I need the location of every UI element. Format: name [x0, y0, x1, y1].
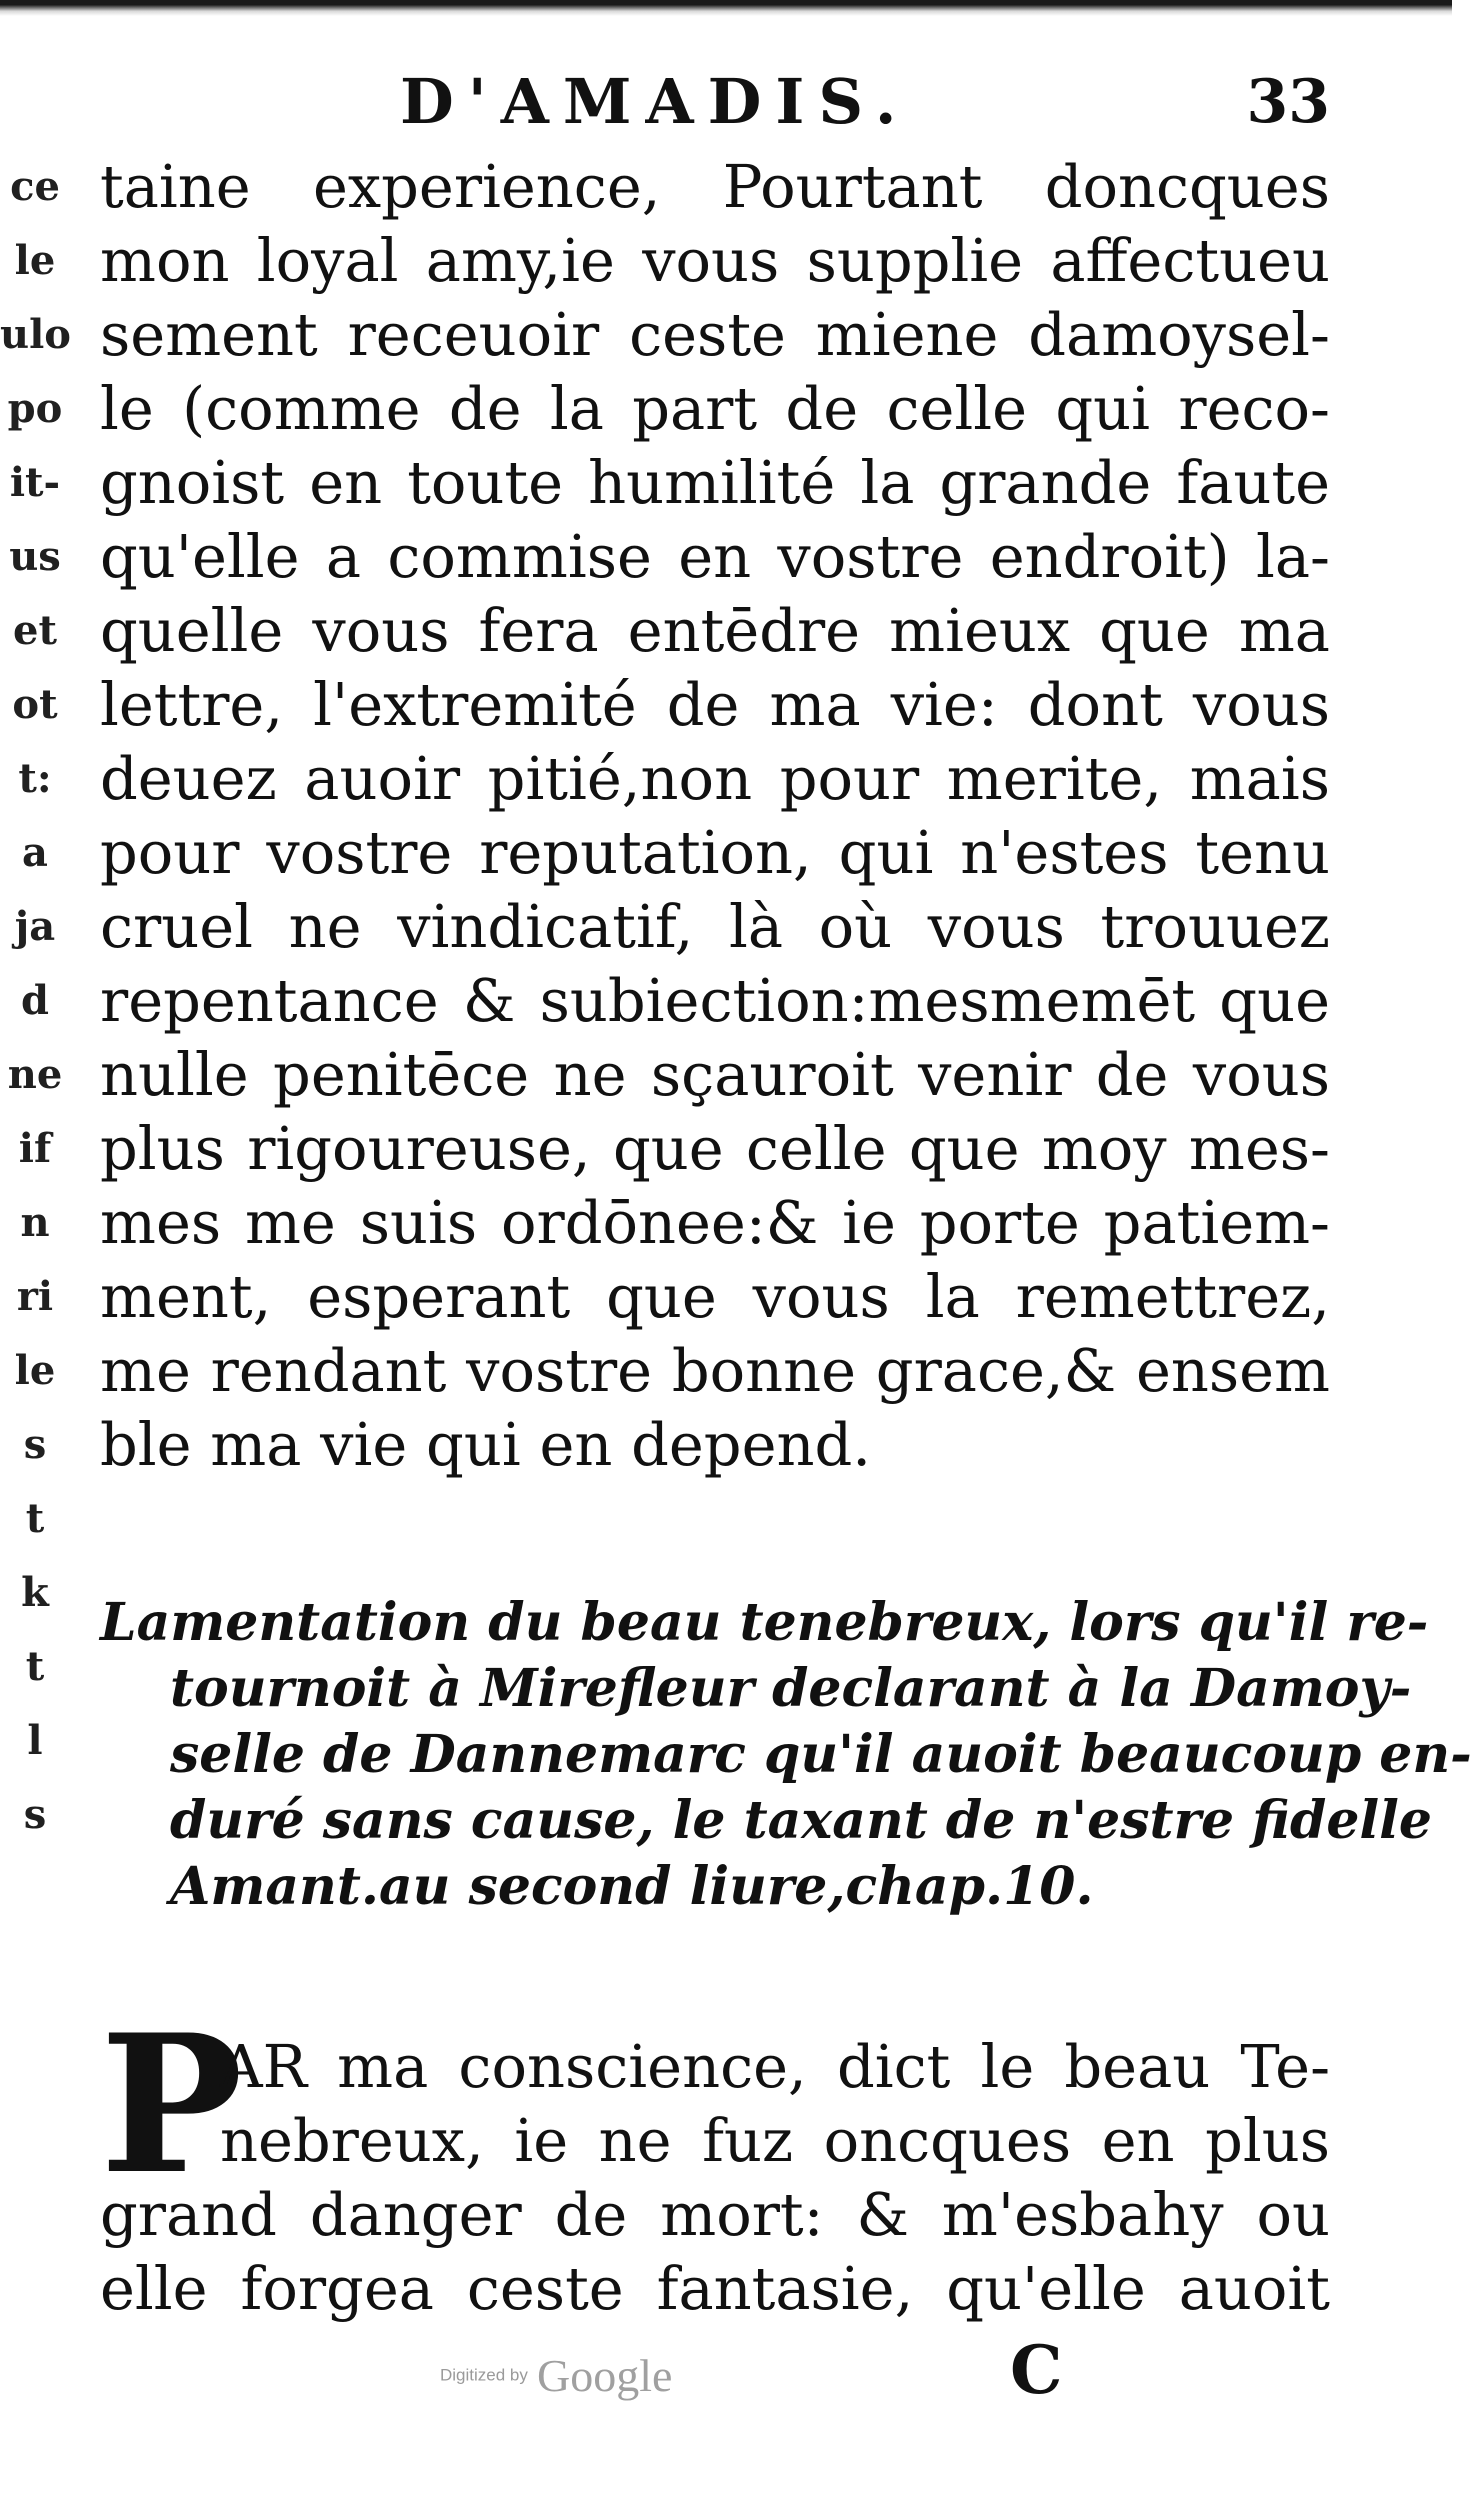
- section-heading-line: duré sans cause, le taxant de n'estre fidelle: [170, 1790, 1432, 1851]
- margin-fragment: d: [21, 977, 49, 1024]
- body-line: pour vostre reputation, qui n'estes tenu: [100, 818, 1330, 887]
- body-line: me rendant vostre bonne grace,& ensem: [100, 1336, 1330, 1405]
- body-line: ment, esperant que vous la remettrez,: [100, 1262, 1330, 1331]
- body-line: nulle penitēce ne sçauroit venir de vous: [100, 1040, 1330, 1109]
- margin-fragment: [0, 1926, 70, 2000]
- google-logo: Google: [536, 2349, 673, 2401]
- margin-fragment: t: [25, 1495, 45, 1542]
- body-line: mes me suis ordōnee:& ie porte patiem-: [100, 1188, 1330, 1257]
- page-header: [100, 62, 1330, 142]
- body-line: qu'elle a commise en vostre endroit) la-: [100, 522, 1330, 591]
- facing-page-margin: [0, 150, 70, 2380]
- body-line: repentance & subiection:mesmemēt que: [100, 966, 1330, 1035]
- body-line: taine experience, Pourtant doncques: [100, 152, 1330, 221]
- section-heading-line: tournoit à Mirefleur declarant à la Damoy-: [170, 1658, 1412, 1719]
- body-line: deuez auoir pitié,non pour merite, mais: [100, 744, 1330, 813]
- margin-fragment: t:: [18, 755, 52, 802]
- margin-fragment: if: [18, 1125, 52, 1172]
- chapter-line: nebreux, ie ne fuz oncques en plus: [220, 2106, 1330, 2175]
- margin-fragment: ulo: [0, 311, 71, 358]
- margin-fragment: ot: [12, 681, 58, 728]
- margin-fragment: [0, 2222, 70, 2296]
- margin-fragment: ne: [7, 1051, 63, 1098]
- body-line: le (comme de la part de celle qui reco-: [100, 374, 1330, 443]
- margin-fragment: s: [23, 1421, 47, 1468]
- body-line: cruel ne vindicatif, là où vous trouuez: [100, 892, 1330, 961]
- body-line: ble ma vie qui en depend.: [100, 1410, 872, 1479]
- drop-cap: P: [100, 1993, 243, 2216]
- digitized-label: Digitized by: [440, 2365, 528, 2385]
- section-heading-line: Amant.au second liure,chap.10.: [170, 1856, 1094, 1917]
- section-heading-line: Lamentation du beau tenebreux, lors qu'il re-: [100, 1592, 1429, 1653]
- body-line: gnoist en toute humilité la grande faute: [100, 448, 1330, 517]
- margin-fragment: a: [22, 829, 48, 876]
- margin-fragment: l: [27, 1717, 43, 1764]
- margin-fragment: [0, 2074, 70, 2148]
- margin-fragment: et: [13, 607, 57, 654]
- body-line: plus rigoureuse, que celle que moy mes-: [100, 1114, 1330, 1183]
- margin-fragment: [0, 1852, 70, 1926]
- chapter-line: AR ma conscience, dict le beau Te-: [220, 2032, 1330, 2101]
- margin-fragment: t: [25, 1643, 45, 1690]
- margin-fragment: k: [21, 1569, 49, 1616]
- page-top-edge: [0, 0, 1452, 16]
- running-head: D'AMADIS.: [400, 65, 911, 138]
- margin-fragment: ce: [10, 163, 60, 210]
- margin-fragment: us: [9, 533, 61, 580]
- page-number: 33: [1246, 67, 1330, 137]
- chapter-line: grand danger de mort: & m'esbahy ou: [100, 2180, 1330, 2249]
- body-line: lettre, l'extremité de ma vie: dont vous: [100, 670, 1330, 739]
- margin-fragment: ja: [14, 903, 56, 950]
- catchword: C: [1010, 2331, 1063, 2409]
- body-line: mon loyal amy,ie vous supplie affectueu: [100, 226, 1330, 295]
- body-line: quelle vous fera entēdre mieux que ma: [100, 596, 1330, 665]
- margin-fragment: [0, 2000, 70, 2074]
- section-heading-line: selle de Dannemarc qu'il auoit beaucoup en-: [170, 1724, 1472, 1785]
- margin-fragment: le: [14, 237, 56, 284]
- margin-fragment: po: [7, 385, 63, 432]
- margin-fragment: n: [20, 1199, 50, 1246]
- margin-fragment: [0, 2296, 70, 2370]
- margin-fragment: s: [23, 1791, 47, 1838]
- chapter-line: elle forgea ceste fantasie, qu'elle auoit: [100, 2254, 1330, 2323]
- margin-fragment: it-: [9, 459, 61, 506]
- digitization-watermark: [440, 2345, 672, 2405]
- margin-fragment: [0, 2148, 70, 2222]
- margin-fragment: le: [14, 1347, 56, 1394]
- margin-fragment: ri: [16, 1273, 54, 1320]
- body-line: sement receuoir ceste miene damoysel-: [100, 300, 1330, 369]
